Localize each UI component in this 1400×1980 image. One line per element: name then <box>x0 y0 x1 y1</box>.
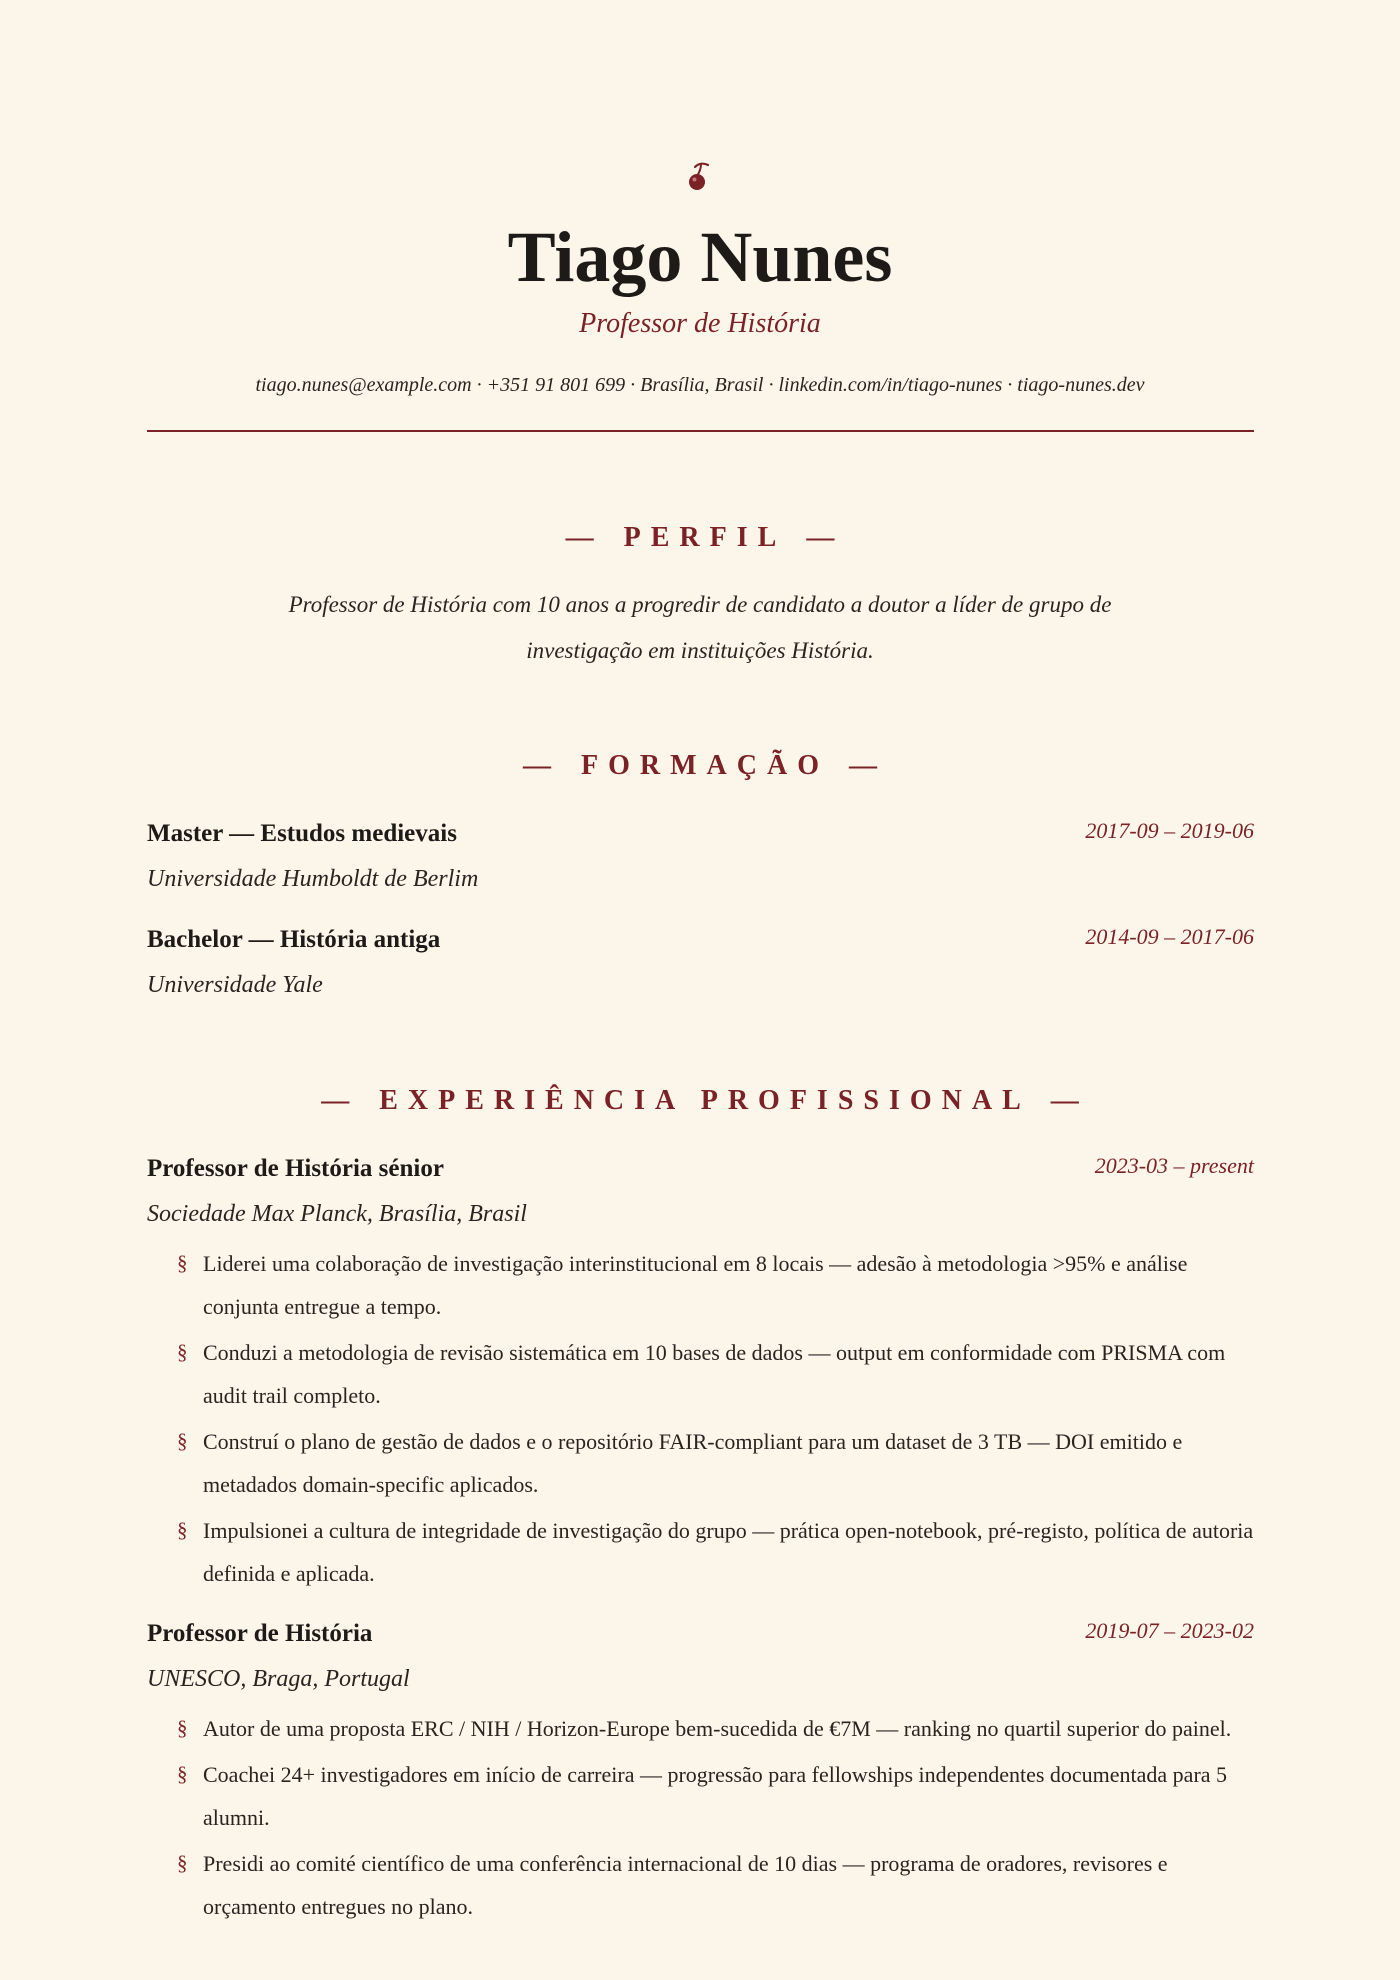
title-dash: — <box>565 522 594 553</box>
profile-summary: Professor de História com 10 anos a progredir de candidato a doutor a líder de grupo de investigação em instituições História. <box>288 592 1112 663</box>
achievement-item <box>147 1842 1254 1928</box>
job-title: Professor de História <box>579 308 821 339</box>
cherry-icon <box>682 158 718 194</box>
organization: UNESCO, Braga, Portugal <box>147 1666 410 1692</box>
section-sign-icon: § <box>177 1340 188 1364</box>
achievement-text: Liderei uma colaboração de investigação interinstitucional em 8 locais — adesão à metodologia >95% e análise conjunta entregue a tempo. <box>203 1251 1188 1319</box>
section-sign-icon: § <box>177 1716 188 1740</box>
date-range: 2023-03 – present <box>1094 1153 1254 1178</box>
achievement-item <box>147 1242 1254 1328</box>
section-label: FORMAÇÃO <box>581 750 829 781</box>
experience-entry <box>147 1146 1254 1598</box>
section-title-profile <box>0 518 1400 558</box>
achievement-item <box>147 1753 1254 1839</box>
role-title: Professor de História sénior <box>147 1155 444 1182</box>
section-title-education <box>0 746 1400 786</box>
header-divider <box>147 430 1254 432</box>
section-sign-icon: § <box>177 1762 188 1786</box>
achievement-item <box>147 1509 1254 1595</box>
title-dash: — <box>806 522 835 553</box>
education-entry <box>147 917 1254 1007</box>
degree-title: Master — Estudos medievais <box>147 820 457 847</box>
achievement-list <box>147 1707 1254 1928</box>
achievement-text: Impulsionei a cultura de integridade de investigação do grupo — prática open-notebook, pré-registo, política de autoria definida e aplicada. <box>203 1518 1254 1586</box>
title-dash: — <box>321 1085 350 1116</box>
contact-line: tiago.nunes@example.com · +351 91 801 699 · Brasília, Brasil · linkedin.com/in/tiago-nunes · tiago-nunes.dev <box>255 374 1145 396</box>
achievement-item <box>147 1331 1254 1417</box>
title-dash: — <box>523 750 551 781</box>
date-range: 2019-07 – 2023-02 <box>1085 1618 1254 1643</box>
section-sign-icon: § <box>177 1429 188 1453</box>
section-label: PERFIL <box>623 522 787 553</box>
candidate-name: Tiago Nunes <box>507 217 893 297</box>
institution: Universidade Yale <box>147 972 323 998</box>
achievement-list <box>147 1242 1254 1595</box>
section-title-experience <box>0 1081 1400 1121</box>
title-dash: — <box>848 750 877 781</box>
education-entry <box>147 811 1254 901</box>
achievement-item <box>147 1707 1254 1750</box>
section-sign-icon: § <box>177 1251 188 1275</box>
title-dash: — <box>1050 1085 1079 1116</box>
role-title: Professor de História <box>147 1620 373 1647</box>
date-range: 2017-09 – 2019-06 <box>1085 818 1254 843</box>
experience-entry <box>147 1611 1254 1931</box>
organization: Sociedade Max Planck, Brasília, Brasil <box>147 1201 527 1227</box>
achievement-text: Construí o plano de gestão de dados e o repositório FAIR-compliant para um dataset de 3 TB — DOI emitido e metadados domain-specific aplicados. <box>203 1429 1183 1497</box>
achievement-text: Conduzi a metodologia de revisão sistemática em 10 bases de dados — output em conformidade com PRISMA com audit trail completo. <box>203 1340 1226 1408</box>
achievement-text: Coachei 24+ investigadores em início de carreira — progressão para fellowships independentes documentada para 5 alumni. <box>203 1762 1228 1830</box>
degree-title: Bachelor — História antiga <box>147 926 441 953</box>
date-range: 2014-09 – 2017-06 <box>1085 924 1254 949</box>
section-sign-icon: § <box>177 1518 188 1542</box>
achievement-item <box>147 1420 1254 1506</box>
institution: Universidade Humboldt de Berlim <box>147 866 479 892</box>
achievement-text: Autor de uma proposta ERC / NIH / Horizon-Europe bem-sucedida de €7M — ranking no quartil superior do painel. <box>203 1716 1232 1741</box>
section-label: EXPERIÊNCIA PROFISSIONAL <box>379 1085 1031 1116</box>
achievement-text: Presidi ao comité científico de uma conferência internacional de 10 dias — programa de oradores, revisores e orçamento entregues no plano. <box>203 1851 1168 1919</box>
section-sign-icon: § <box>177 1851 188 1875</box>
